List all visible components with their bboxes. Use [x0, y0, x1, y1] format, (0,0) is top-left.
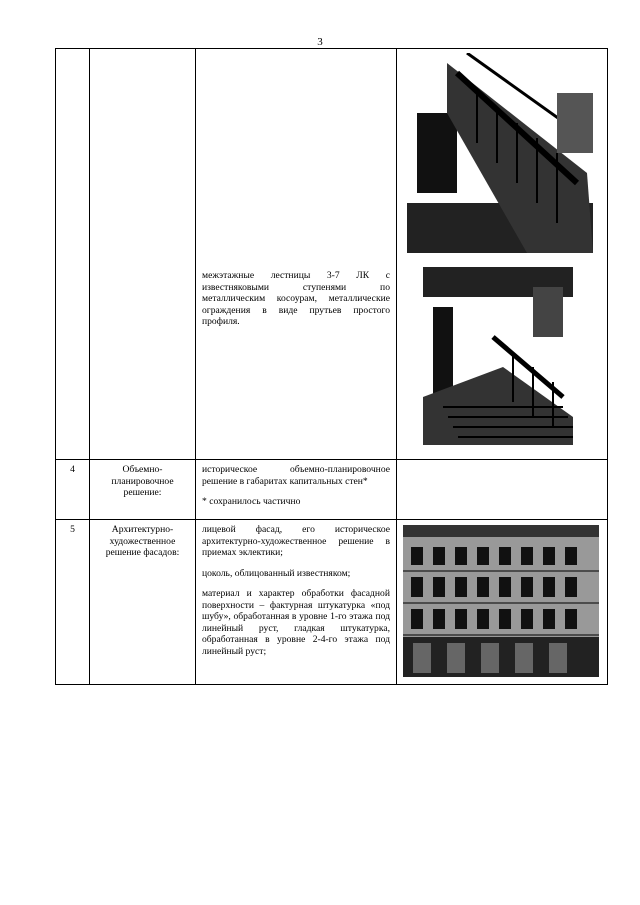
row-number: 5	[56, 520, 90, 685]
heritage-table	[55, 48, 608, 685]
photo-cell	[397, 460, 608, 520]
staircase-photo	[407, 53, 593, 253]
photo-cell	[397, 520, 608, 685]
description-text: материал и характер обработки фасадной поверхности – фактурная штукатурка «под шубу», обработанная в уровне 1-го этажа под линейный руст, гладкая штукатурка, обработанная в уровне 2-4-го этажа под линейный руст;	[202, 588, 390, 657]
row-number: 4	[56, 460, 90, 520]
page-number: 3	[317, 36, 323, 48]
row-description	[196, 49, 397, 460]
facade-photo	[403, 525, 599, 677]
table-row	[56, 520, 608, 685]
description-text: историческое объемно-планировочное решение в габаритах капитальных стен*	[202, 464, 390, 487]
row-description	[196, 460, 397, 520]
row-name: Архитектурно-художественное решение фасадов:	[90, 520, 196, 685]
stairwell-photo	[423, 267, 573, 445]
description-note: * сохранилось частично	[202, 496, 301, 507]
description-text: межэтажные лестницы 3-7 ЛК с известняковыми ступенями по металлическим косоурам, металлические ограждения в виде прутьев простого профиля.	[202, 270, 390, 327]
description-text: лицевой фасад, его историческое архитектурно-художественное решение в приемах эклектики;	[202, 524, 390, 558]
row-description	[196, 520, 397, 685]
row-name	[90, 49, 196, 460]
photo-cell	[397, 49, 608, 460]
description-text: цоколь, облицованный известняком;	[202, 567, 351, 579]
table-row	[56, 460, 608, 520]
row-name: Объемно-планировочное решение:	[90, 460, 196, 520]
table-row	[56, 49, 608, 460]
row-number	[56, 49, 90, 460]
